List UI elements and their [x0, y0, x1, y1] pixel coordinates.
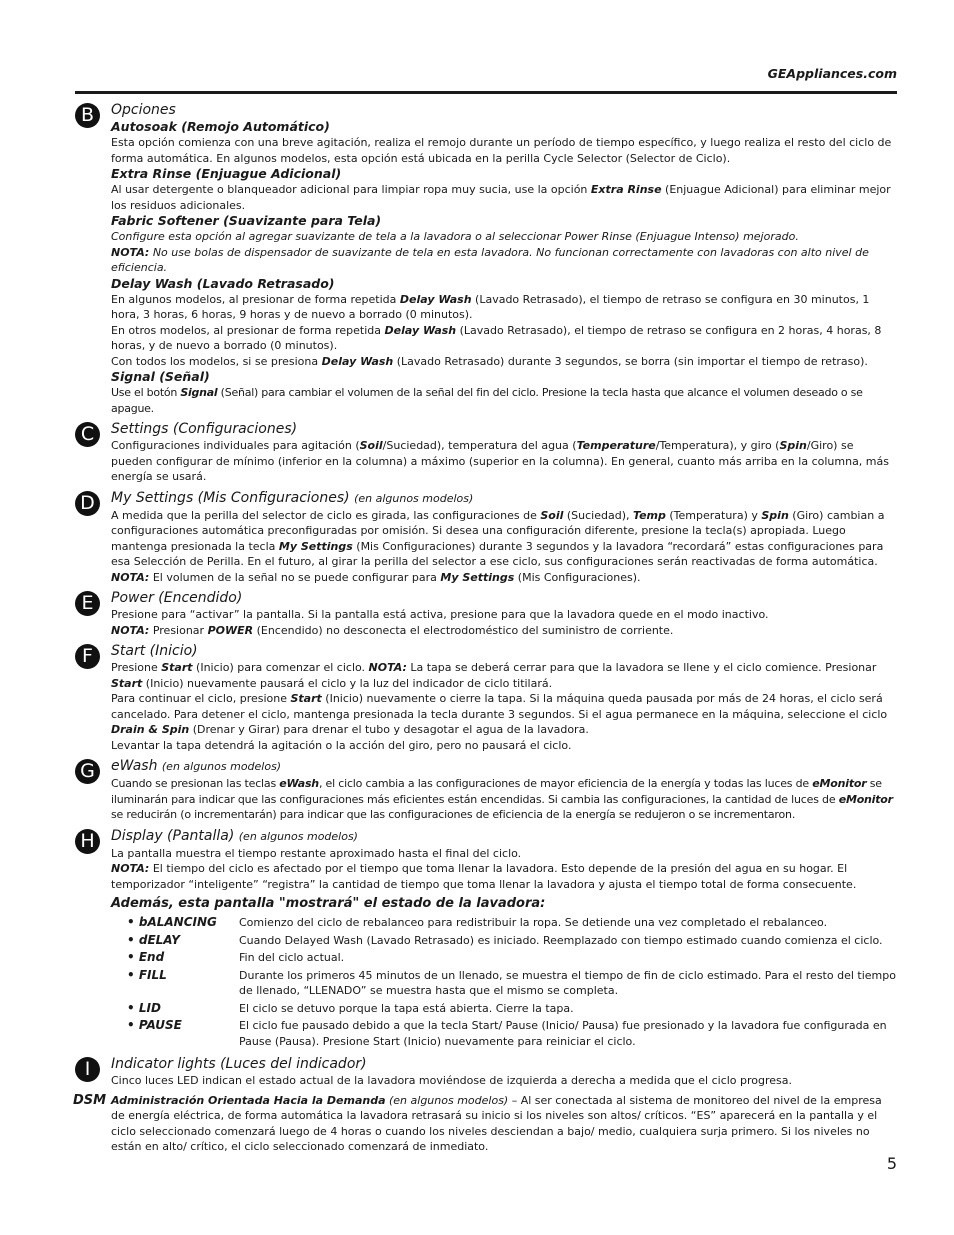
delay-wash-title: Delay Wash (Lavado Retrasado)	[111, 275, 335, 291]
signal-text: Use el botón Signal (Señal) para cambiar el volumen de la señal del fin del ciclo. Presione la tecla hasta que alcance el volumen deseado o se apague.	[111, 386, 863, 415]
status-desc: Fin del ciclo actual.	[239, 951, 345, 964]
indicator-lights-text: Cinco luces LED indican el estado actual de la lavadora moviéndose de izquierda a derecha a medida que el ciclo progresa.	[111, 1074, 793, 1087]
section-ewash	[75, 757, 897, 823]
power-title: Power (Encendido)	[111, 590, 243, 606]
my-settings-text: A medida que la perilla del selector de ciclo es girada, las configuraciones de Soil (Suciedad), Temp (Temperatura) y Spin (Giro) cambian a configuraciones automática preconfiguradas por omisión. Si desea una configuración diferente, presione la tecla(s) apropiada. Luego mantenga presionada la tecla My Settings (Mis Configuraciones) durante 3 segundos y la lavadora “recordará” estas configuraciones para esa Selección de Perilla. En el futuro, al girar la perilla del selector a ese ciclo, sus configuraciones serán reactivadas de forma automática.	[111, 508, 885, 568]
fabric-softener-title: Fabric Softener (Suavizante para Tela)	[111, 213, 382, 228]
status-key: • FILL	[127, 967, 167, 982]
section-badge-g: G	[75, 759, 100, 784]
start-text-1: Presione Start (Inicio) para comenzar el ciclo. NOTA: La tapa se deberá cerrar para que la lavadora se llene y el ciclo comience. Presionar Start (Inicio) nuevamente pausará el ciclo y la luz del indicador de ciclo titilará.	[111, 661, 877, 690]
delay-wash-text-1: En algunos modelos, al presionar de forma repetida Delay Wash (Lavado Retrasado), el tiempo de retraso se configura en 30 minutos, 1 hora, 3 horas, 6 horas, 9 horas y de nuevo a borrado (0 minutos).	[111, 292, 870, 321]
status-key: • bALANCING	[127, 915, 217, 929]
status-desc: Durante los primeros 45 minutos de un llenado, se muestra el tiempo de fin de ciclo estimado. Para el resto del tiempo de llenado, “LLENADO” se muestra hasta que el mismo se completa.	[239, 968, 896, 997]
power-text: Presione para “activar” la pantalla. Si la pantalla está activa, presione para que la lavadora quede en el modo inactivo.	[111, 608, 769, 621]
status-key: • LID	[127, 1000, 161, 1015]
section-settings	[75, 420, 897, 485]
section-badge-d: D	[75, 491, 100, 516]
status-desc: El ciclo se detuvo porque la tapa está abierta. Cierre la tapa.	[239, 1001, 574, 1015]
autosoak-text: Esta opción comienza con una breve agitación, realiza el remojo durante un período de tiempo específico, y luego realiza el resto del ciclo de forma automática. En algunos modelos, esta opción está ubicada en la perilla Cycle Selector (Selector de Ciclo).	[111, 136, 892, 165]
site-header: GEAppliances.com	[767, 66, 897, 81]
settings-title: Settings (Configuraciones)	[111, 421, 298, 437]
section-badge-e: E	[75, 591, 100, 616]
section-options	[75, 101, 897, 416]
extra-rinse-text: Al usar detergente o blanqueador adicional para limpiar ropa muy sucia, use la opción Extra Rinse (Enjuague Adicional) para eliminar mejor los residuos adicionales.	[111, 183, 891, 212]
section-badge-h: H	[75, 829, 100, 854]
options-title: Opciones	[111, 102, 176, 118]
status-key: • PAUSE	[127, 1018, 182, 1032]
section-dsm	[75, 1093, 897, 1155]
fabric-softener-text: Configure esta opción al agregar suavizante de tela a la lavadora o al seleccionar Power Rinse (Enjuague Intenso) mejorado.	[111, 230, 799, 243]
section-display	[75, 827, 897, 1052]
my-settings-title: My Settings (Mis Configuraciones) (en algunos modelos)	[111, 489, 474, 506]
section-badge-i: I	[75, 1057, 100, 1082]
section-start	[75, 642, 897, 753]
start-text-3: Levantar la tapa detendrá la agitación o la acción del giro, pero no pausará el ciclo.	[111, 738, 572, 752]
header-rule	[75, 91, 897, 94]
display-text: La pantalla muestra el tiempo restante aproximado hasta el final del ciclo.	[111, 846, 522, 860]
display-note: NOTA: El tiempo del ciclo es afectado por el tiempo que toma llenar la lavadora. Esto depende de la presión del agua en su hogar. El temporizador “inteligente” “registra” la cantidad de tiempo que toma llenar la lavadora y ajusta el tiempo total de forma consecuente.	[111, 862, 857, 891]
section-badge-f: F	[75, 644, 100, 669]
fabric-softener-note: NOTA: No use bolas de dispensador de suavizante de tela en esta lavadora. No funcionan correctamente con lavadoras con alto nivel de eficiencia.	[111, 245, 869, 274]
extra-rinse-title: Extra Rinse (Enjuague Adicional)	[111, 166, 342, 181]
dsm-label: DSM	[73, 1092, 107, 1108]
dsm-text: Administración Orientada Hacia la Demanda (en algunos modelos) – Al ser conectada al sistema de monitoreo del nivel de la empresa de energía eléctrica, de forma automática la lavadora retrasará su inicio si los niveles son altos/ críticos. “ES” aparecerá en la pantalla y el ciclo seleccionado comenzará luego de 4 horas o cuando los niveles desciendan a bajo/ medio, cualquiera surja primero. Si los niveles no están en alto/ crítico, el ciclo seleccionado comenzará de inmediato.	[111, 1093, 882, 1153]
start-title: Start (Inicio)	[111, 643, 198, 659]
my-settings-note: NOTA: El volumen de la señal no se puede configurar para My Settings (Mis Configuraciones).	[111, 570, 641, 584]
status-key: • End	[127, 950, 165, 964]
page-number: 5	[886, 1154, 897, 1173]
indicator-lights-title: Indicator lights (Luces del indicador)	[111, 1056, 367, 1072]
delay-wash-text-2: En otros modelos, al presionar de forma repetida Delay Wash (Lavado Retrasado), el tiempo de retraso se configura en 2 horas, 4 horas, 8 horas, y de nuevo a borrado (0 minutos).	[111, 323, 882, 352]
delay-wash-text-3: Con todos los modelos, si se presiona Delay Wash (Lavado Retrasado) durante 3 segundos, se borra (sin importar el tiempo de retraso).	[111, 354, 868, 368]
ewash-title: eWash (en algunos modelos)	[111, 758, 282, 774]
status-desc: Cuando Delayed Wash (Lavado Retrasado) es iniciado. Reemplazado con tiempo estimado cuando comienza el ciclo.	[239, 933, 883, 947]
display-title: Display (Pantalla) (en algunos modelos)	[111, 827, 358, 844]
status-desc: El ciclo fue pausado debido a que la tecla Start/ Pause (Inicio/ Pausa) fue presionado y la lavadora fue configurada en Pause (Pausa). Presione Start (Inicio) nuevamente para reiniciar el ciclo.	[239, 1019, 887, 1048]
autosoak-title: Autosoak (Remojo Automático)	[111, 119, 330, 134]
status-list	[111, 915, 897, 1051]
section-badge-b: B	[75, 103, 100, 128]
status-key: • dELAY	[127, 932, 180, 947]
section-badge-c: C	[75, 422, 100, 447]
settings-text: Configuraciones individuales para agitación (Soil/Suciedad), temperatura del agua (Temperature/Temperatura), y giro (Spin/Giro) se pueden configurar de mínimo (inferior en la columna) a máximo (superior en la columna). En general, cuanto más arriba en la columna, más energía se usará.	[111, 439, 889, 483]
start-text-2: Para continuar el ciclo, presione Start (Inicio) nuevamente o cierre la tapa. Si la máquina queda pausada por más de 24 horas, el ciclo será cancelado. Para detener el ciclo, mantenga presionada la tecla durante 3 segundos. Si el agua permanece en la máquina, seleccione el ciclo Drain & Spin (Drenar y Girar) para drenar el tubo y desagotar el agua de la lavadora.	[111, 692, 888, 736]
signal-title: Signal (Señal)	[111, 369, 210, 384]
section-my-settings	[75, 489, 897, 586]
ewash-text: Cuando se presionan las teclas eWash, el ciclo cambia a las configuraciones de mayor eficiencia de la energía y todas las luces de eMonitor se iluminarán para indicar que las configuraciones más eficientes están encendidas. Si cambia las configuraciones, la cantidad de luces de eMonitor se reducirán (o incrementarán) para indicar que las configuraciones de eficiencia de la energía se redujeron o se incrementaron.	[111, 777, 893, 821]
display-status-subhead: Además, esta pantalla "mostrará" el estado de la lavadora:	[111, 896, 546, 911]
power-note: NOTA: Presionar POWER (Encendido) no desconecta el electrodoméstico del suministro de corriente.	[111, 623, 674, 637]
section-indicator-lights	[75, 1055, 897, 1089]
page-content	[75, 101, 897, 1155]
section-power	[75, 589, 897, 638]
status-desc: Comienzo del ciclo de rebalanceo para redistribuir la ropa. Se detiende una vez completado el rebalanceo.	[239, 916, 828, 929]
